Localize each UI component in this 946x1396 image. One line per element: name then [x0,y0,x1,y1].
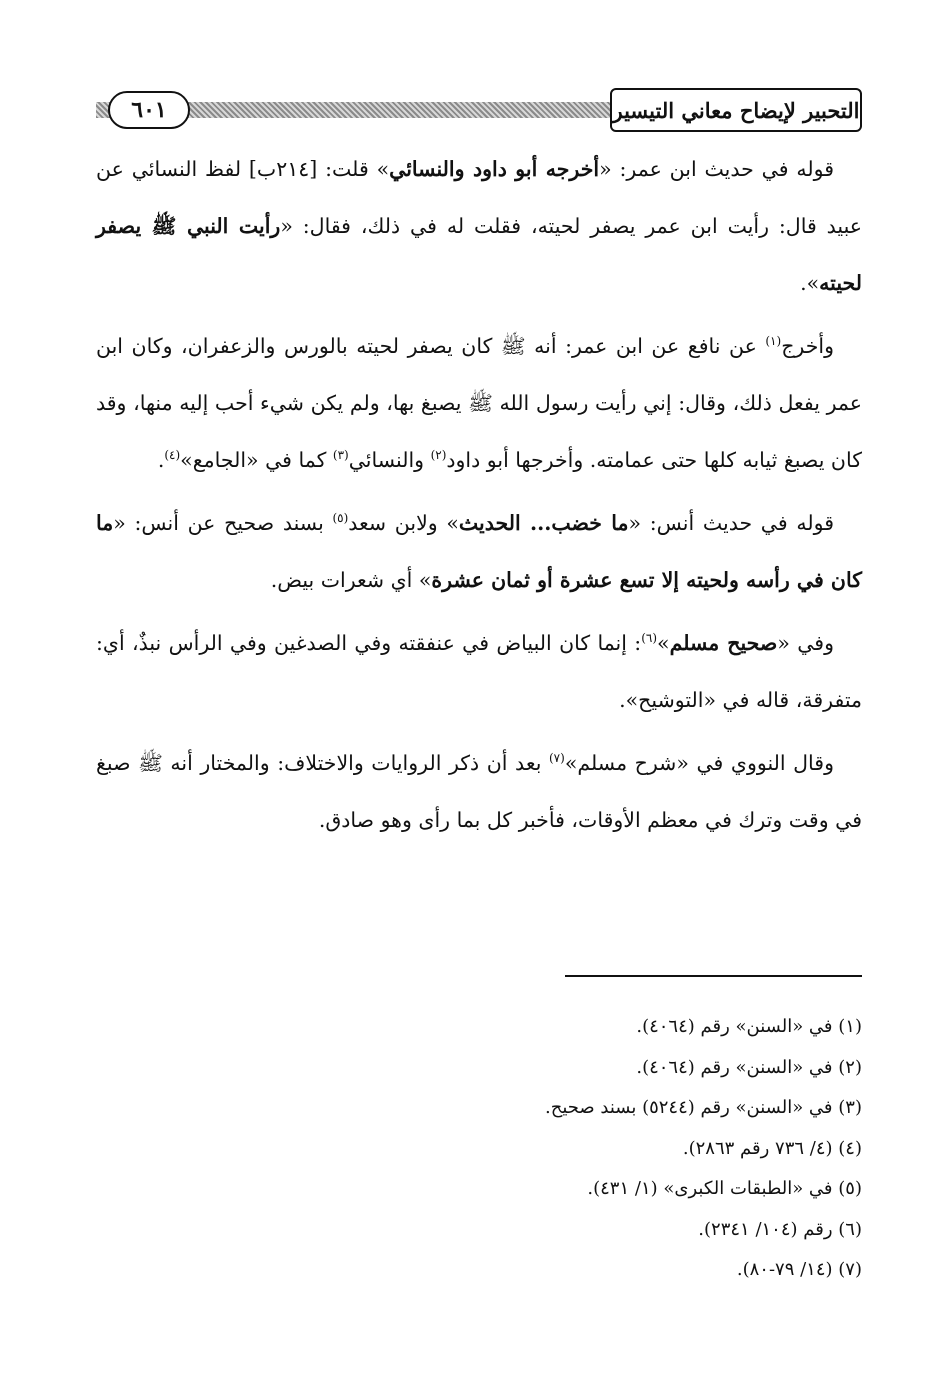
text-run: . [157,448,165,472]
text-run: : إنما كان البياض في عنفقته وفي الصدغين وفي الرأس نبذٌ، أي: متفرقة، قاله في «التوشيح». [96,631,862,712]
paragraph-3 [96,495,862,609]
text-run: قوله في حديث ابن عمر: « [599,157,834,181]
quoted-hadith: رأيت النبي ﷺ يصفر لحيته [96,214,862,295]
text-run: وفي « [777,631,834,655]
footnote-2: (٢) في «السنن» رقم (٤٠٦٤). [636,1056,862,1078]
text-run: » قلت: [٢١٤ب] لفظ النسائي عن عبيد قال: رأيت ابن عمر يصفر لحيته، فقلت له في ذلك، فقال: « [96,157,863,238]
quoted-source: صحيح مسلم [669,631,778,655]
paragraph-4 [96,615,862,729]
quoted-phrase: أخرجه أبو داود والنسائي [389,157,600,181]
footnote-1: (١) في «السنن» رقم (٤٠٦٤). [636,1016,862,1037]
footnote-divider [565,975,862,977]
text-run: عن نافع عن ابن عمر: أنه ﷺ كان يصفر لحيته بالورس والزعفران، وكان ابن عمر يفعل ذلك، وقال: إني رأيت رسول الله ﷺ يصبغ بها، ولم يكن شيء أحب إليه منها، وقد كان يصبغ ثيابه كلها حتى عمامته. وأخرجها أبو داود [96,334,862,472]
footnote-ref[interactable]: (٧) [548,751,565,766]
footnote-ref[interactable]: (١) [765,334,782,349]
page-header [96,88,862,130]
book-title: التحبير لإيضاح معاني التيسير [610,88,862,132]
footnote-6: (٦) رقم (١٠٤/ ٢٣٤١). [698,1218,862,1240]
quoted-hadith: ما كان في رأسه ولحيته إلا تسع عشرة أو ثمان عشرة [96,511,862,592]
footnote-ref[interactable]: (٦) [641,631,658,646]
footnote-ref[interactable]: (٢) [430,448,447,463]
text-run: » [657,631,670,655]
paragraph-5 [96,735,862,849]
footnotes [96,1007,862,1291]
text-run: كما في «الجامع» [180,448,333,472]
text-run: والنسائي [348,448,431,472]
text-run: وأخرج [781,334,834,358]
text-run: » ولابن سعد [348,511,459,535]
footnote-5: (٥) في «الطبقات الكبرى» (١/ ٤٣١). [587,1178,862,1199]
text-run: بعد أن ذكر الروايات والاختلاف: والمختار أنه ﷺ صبغ في وقت وترك في معظم الأوقات، فأخبر كل بما رأى وهو صادق. [96,751,862,832]
text-run: بسند صحيح عن أنس: « [113,511,333,535]
footnote-4: (٤) (٤/ ٧٣٦ رقم ٢٨٦٣). [682,1137,862,1159]
footnote-ref[interactable]: (٣) [332,448,349,463]
footnote-3: (٣) في «السنن» رقم (٥٢٤٤) بسند صحيح. [545,1097,862,1118]
text-run: » أي شعرات بيض. [270,568,432,592]
page-number: ٦٠١ [108,91,190,129]
text-run: وقال النووي في «شرح مسلم» [564,751,834,775]
footnote-7: (٧) (١٤/ ٧٩-٨٠). [736,1259,862,1280]
main-text [96,141,862,855]
text-run: ». [800,271,820,295]
paragraph-2 [96,318,862,489]
quoted-phrase: ما خضب... الحديث [458,511,629,535]
footnote-ref[interactable]: (٤) [164,448,181,463]
paragraph-1 [96,141,862,312]
text-run: قوله في حديث أنس: « [628,511,834,535]
footnote-ref[interactable]: (٥) [332,511,349,526]
